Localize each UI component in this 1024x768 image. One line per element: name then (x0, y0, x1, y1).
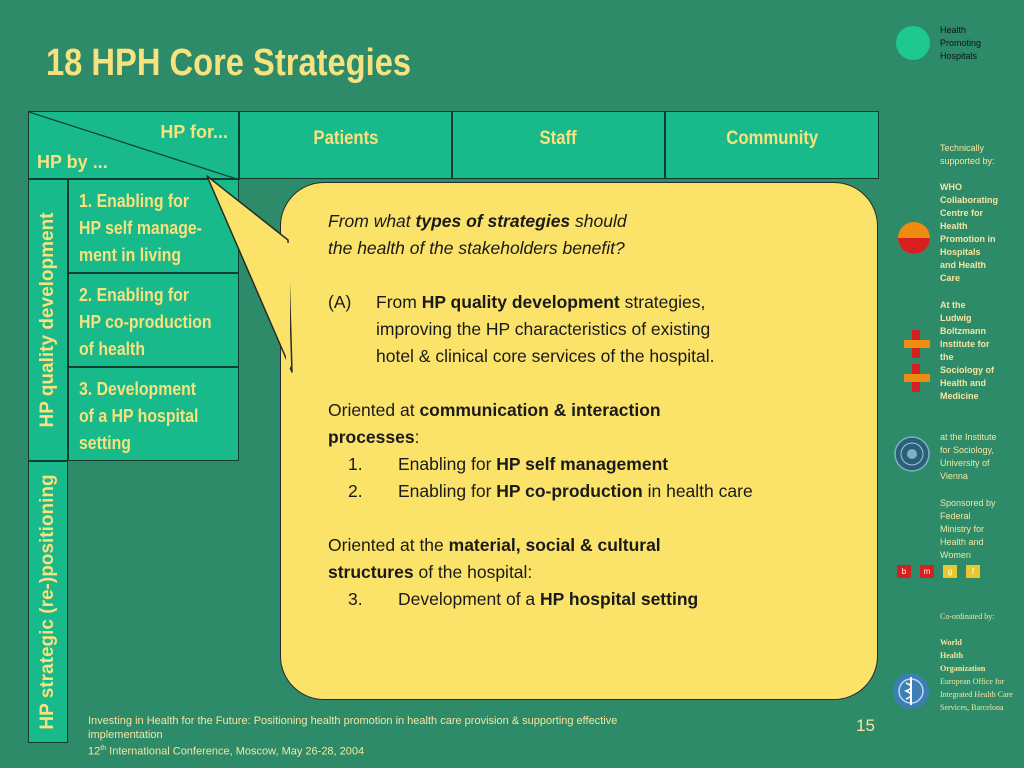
bmgf-logo-f: f (966, 565, 980, 578)
band-label: HP quality development (37, 212, 58, 428)
row-cell-3: 3. Development of a HP hospital setting (68, 367, 239, 461)
corner-hp-by: HP by ... (37, 152, 108, 172)
sidebar-who-collab: WHO Collaborating Centre for Health Promotion in Hospitals and Health Care (940, 182, 998, 283)
row-cell-2: 2. Enabling for HP co-production of health (68, 273, 239, 367)
slide-title: 18 HPH Core Strategies (46, 42, 412, 84)
university-seal-icon (893, 435, 931, 473)
footer-text: Investing in Health for the Future: Positioning health promotion in health care provision & supporting effective implementation 12th International Conference, Moscow, May 26-28, 2004 (88, 715, 618, 758)
sidebar-institute: at the Institute for Sociology, University of Vienna (940, 432, 997, 481)
lbi-logo-icon (902, 330, 932, 392)
row-cell-1: 1. Enabling for HP self manage- ment in living (68, 179, 239, 273)
bmgf-logo-m: m (920, 565, 934, 578)
who-collab-logo-icon (896, 220, 932, 256)
logo-line: Health (940, 25, 967, 35)
sidebar-technical: Technically supported by: (940, 143, 995, 166)
bmgf-logo-b: b (897, 565, 911, 578)
sidebar-who-europe: World Health Organization European Office for Integrated Health Care Services, Barcelona (940, 638, 1013, 712)
corner-hp-for: HP for... (160, 122, 228, 142)
sidebar-lbi: At the Ludwig Boltzmann Institute for the Sociology of Health and Medicine (940, 300, 994, 401)
column-header-staff: Staff (452, 111, 665, 179)
sidebar-coordinated: Co-ordinated by: (940, 612, 995, 621)
callout-text: From what types of strategies should the health of the stakeholders benefit? (A) From HP quality development strategies, improving the HP characteristics of existing hotel & clinical core services of the hospital. Oriented at communication & interaction processes: 1. Enabling for HP self management 2. Enabling for HP co-production in health care Oriented at the material, social & cultural structures of the hospital: 3. Development of a HP hospital setting (328, 211, 753, 609)
page-number: 15 (856, 716, 875, 735)
band-label: HP strategic (re-)positioning (37, 474, 58, 730)
logo-line: Hospitals (940, 51, 978, 61)
column-header-patients: Patients (239, 111, 452, 179)
logo-line: Promoting (940, 38, 982, 48)
bmgf-logo-g: g (943, 565, 957, 578)
who-emblem-icon (891, 671, 931, 711)
column-header-community: Community (665, 111, 879, 179)
sidebar-sponsor: Sponsored by Federal Ministry for Health and Women (940, 498, 996, 560)
